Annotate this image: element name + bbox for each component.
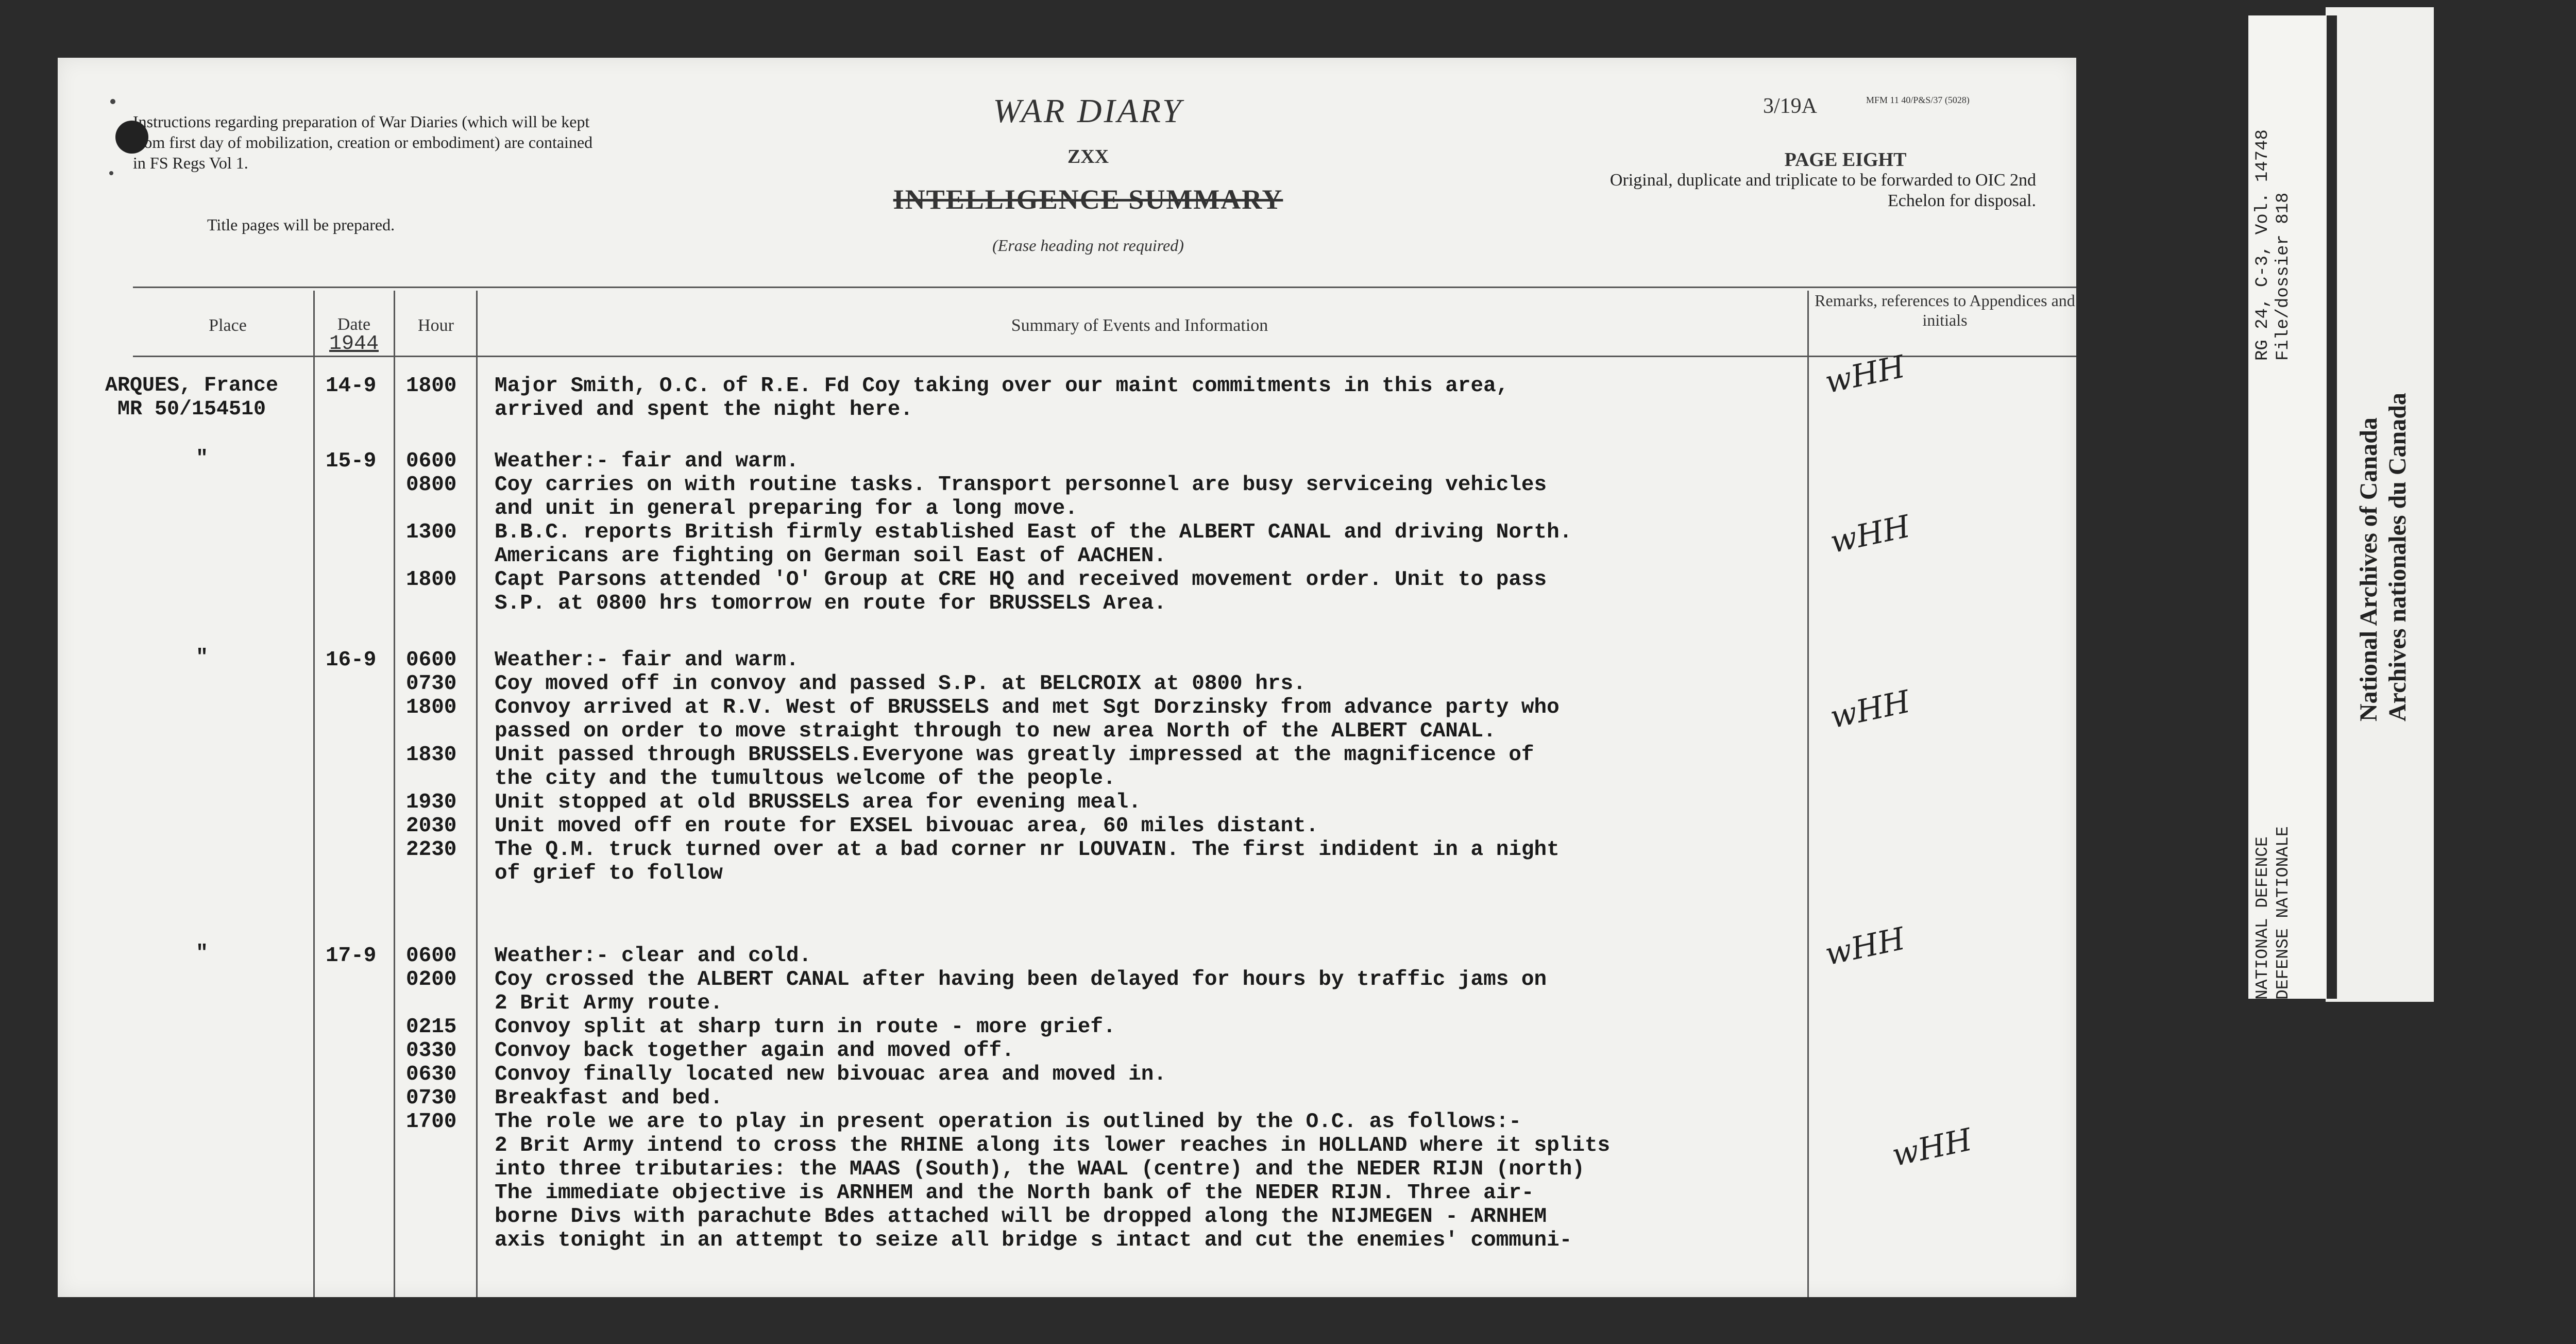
entry-place: ARQUES, France MR 50/154510 — [105, 374, 279, 421]
table-top-rule — [133, 287, 2076, 288]
strip-gap — [2327, 15, 2337, 999]
archive-name: National Archives of Canada Archives nationales du Canada — [2355, 393, 2411, 721]
entry-initials: wHH — [1827, 508, 1913, 561]
archive-department: NATIONAL DEFENCE DEFENSE NATIONALE — [2253, 826, 2293, 1000]
header-rule — [133, 356, 2076, 357]
ink-spot — [109, 171, 113, 175]
disposal-note: Original, duplicate and triplicate to be forwarded to OIC 2nd Echelon for disposal. — [1609, 171, 2036, 210]
title-pages-note: Title pages will be prepared. — [207, 215, 395, 234]
erase-note: (Erase heading not required) — [992, 236, 1184, 255]
entry-summary: Weather:- fair and warm. Coy carries on with routine tasks. Transport personnel are busy serviceing vehicles and unit in general preparing for a long move. B.B.C. reports British firmly established East of the ALBERT CANAL and driving North. Americans are fighting on German soil East of AACHEN. Capt Parsons attended 'O' Group at CRE HQ and received movement order. Unit to pass S.P. at 0800 hrs tomorrow en route for BRUSSELS Area. — [495, 449, 1572, 615]
instructions-text: Instructions regarding preparation of War Diaries (which will be kept from first day of mobilization, creation or embodiment) are contained in FS Regs Vol 1. — [133, 112, 593, 172]
form-number: 3/19A — [1763, 94, 1817, 118]
col-hour: Hour — [418, 316, 454, 335]
entry-date: 14-9 — [326, 374, 377, 398]
entry-summary: Major Smith, O.C. of R.E. Fd Coy taking over our maint commitments in this area, arrived and spent the night here. — [495, 374, 1509, 422]
column-divider — [1807, 291, 1809, 1297]
col-date: Date — [337, 315, 371, 334]
ink-spot — [110, 99, 115, 104]
entry-initials: wHH — [1827, 683, 1913, 736]
entry-date: 17-9 — [326, 944, 377, 968]
column-divider — [476, 291, 478, 1297]
entry-place: " — [195, 942, 208, 965]
entry-summary: Weather:- fair and warm. Coy moved off in convoy and passed S.P. at BELCROIX at 0800 hrs. Convoy arrived at R.V. West of BRUSSELS and met Sgt Dorzinsky from advance party who passed on order to move straight through to new area North of the ALBERT CANAL. Unit passed through BRUSSELS.Everyone was greatly impressed at the magnificence of the city and the tumultous welcome of the people. Unit stopped at old BRUSSELS area for evening meal. Unit moved off en route for EXSEL bivouac area, 60 miles distant. The Q.M. truck turned over at a bad corner nr LOUVAIN. The first indident in a night of grief to follow — [495, 648, 1560, 885]
col-summary: Summary of Events and Information — [1011, 316, 1268, 335]
heading-or: ZXX — [1067, 146, 1109, 167]
entry-hours: 0600 0800 1300 1800 — [406, 449, 457, 592]
archive-reference: RG 24, C-3, Vol. 14748 File/dossier 818 — [2253, 129, 2293, 361]
entry-date: 15-9 — [326, 449, 377, 473]
entry-initials: wHH — [1822, 920, 1908, 973]
column-divider — [313, 291, 315, 1297]
entry-place: " — [195, 447, 208, 471]
page-number: PAGE EIGHT — [1784, 149, 1907, 171]
col-year: 1944 — [329, 332, 379, 356]
entry-hours: 0600 0730 1800 1830 1930 2030 2230 — [406, 648, 457, 862]
entry-initials: wHH — [1889, 1121, 1975, 1174]
entry-summary: Weather:- clear and cold. Coy crossed the ALBERT CANAL after having been delayed for hours by traffic jams on 2 Brit Army route. Convoy split at sharp turn in route - more grief. Convoy back together again and moved off. Convoy finally located new bivouac area and moved in. Breakfast and bed. The role we are to play in present operation is outlined by the O.C. as follows:- 2 Brit Army intend to cross the RHINE along its lower reaches in HOLLAND where it splits into three tributaries: the MAAS (South), the WAAL (centre) and the NEDER RIJN (north) The immediate objective is ARNHEM and the North bank of the NEDER RIJN. Three air- borne Divs with parachute Bdes attached will be dropped along the NIJMEGEN - ARNHEM axis tonight in an attempt to seize all bridge s intact and cut the enemies' communi- — [495, 944, 1611, 1252]
entry-initials: wHH — [1822, 348, 1908, 401]
entry-date: 16-9 — [326, 648, 377, 672]
entry-hours: 0600 0200 0215 0330 0630 0730 1700 — [406, 944, 457, 1134]
col-place: Place — [209, 316, 247, 335]
entry-place: " — [195, 646, 208, 669]
struck-heading: INTELLIGENCE SUMMARY — [893, 184, 1283, 215]
form-small-print: MFM 11 40/P&S/37 (5028) — [1866, 95, 1970, 105]
page-title: WAR DIARY — [993, 92, 1183, 130]
entry-hours: 1800 — [406, 374, 457, 398]
war-diary-page — [58, 58, 2076, 1297]
col-remarks: Remarks, references to Appendices and initials — [1815, 291, 2075, 329]
column-divider — [394, 291, 395, 1297]
